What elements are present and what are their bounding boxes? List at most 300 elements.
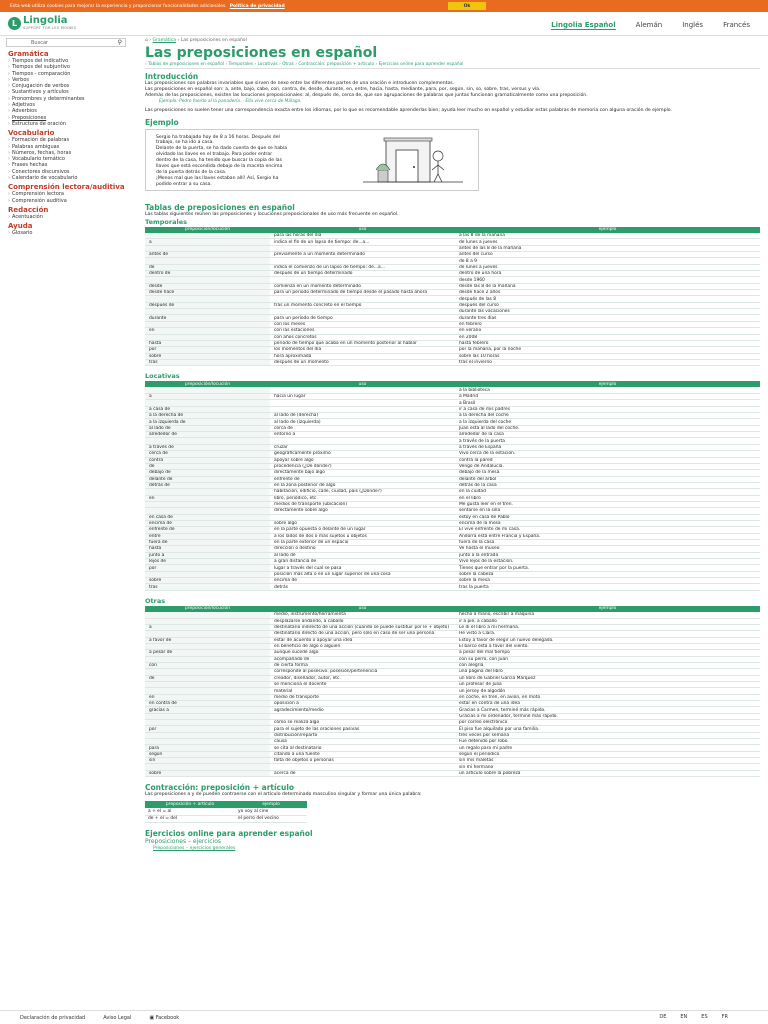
- table-cell: en contra de: [145, 701, 270, 707]
- lang-es[interactable]: ES: [701, 1014, 708, 1020]
- contraccion-table: [145, 801, 307, 823]
- footer-legal-link[interactable]: Aviso Legal: [103, 1014, 132, 1021]
- table-cell: directamente sobre algo: [270, 508, 455, 514]
- table-cell: El piso fue alquilado por una familia.: [455, 726, 760, 732]
- table-cell: en verano: [455, 328, 760, 334]
- table-header: preposición/locución: [145, 606, 270, 612]
- table-cell: después de un momento: [270, 359, 455, 365]
- table-cell: Vengo de Andalucía.: [455, 463, 760, 469]
- table-cell: ir a pie, a caballo: [455, 618, 760, 624]
- facebook-icon[interactable]: ▣ Facebook: [149, 1014, 180, 1021]
- table-cell: junto a: [145, 552, 270, 558]
- intro-p4: Las preposiciones no suelen tener una correspondencia exacta entre los idiomas, por lo que es recomendable aprenderlas bien; ayuda leer mucho en español y estudiar estas palabras de memoria con alguna oración de ejemplo.: [145, 107, 672, 113]
- table-cell: habitación, edificio, calle, ciudad, país (¿Dónde?): [270, 489, 455, 495]
- table-cell: desde 1960: [455, 277, 760, 283]
- ejercicios-link[interactable]: Preposiciones – ejercicios generales: [153, 845, 236, 851]
- table-cell: sobre la cabeza: [455, 571, 760, 577]
- table-cell: apoyar sobre algo: [270, 457, 455, 463]
- table-cell: al lado de (izquierda): [270, 419, 455, 425]
- table-cell: encima de la mesa: [455, 520, 760, 526]
- table-cell: yo voy al cine: [235, 808, 307, 815]
- table-cell: enfrente de: [145, 527, 270, 533]
- page-title: Las preposiciones en español: [145, 45, 378, 61]
- sidebar-item[interactable]: › Pronombres y determinantes: [0, 96, 132, 102]
- table-cell: en: [145, 495, 270, 501]
- table-cell: Tienes que entrar por la puerta.: [455, 565, 760, 571]
- table-cell: detrás: [270, 584, 455, 590]
- table-cell: a las 8 de la mañana: [455, 233, 760, 239]
- table-cell: según el periódico: [455, 751, 760, 757]
- table-cell: Andorra está entre Francia y España.: [455, 533, 760, 539]
- table-cell: en 2008: [455, 334, 760, 340]
- cookie-banner: [0, 0, 768, 12]
- table-cell: a casa de: [145, 406, 270, 412]
- table-header: uso: [270, 227, 455, 233]
- table-cell: destinatario indirecto de una acción (cuando se puede sustituir por le + objeto): [270, 624, 455, 630]
- table-cell: cruzar: [270, 444, 455, 450]
- site-header: [0, 12, 768, 36]
- table-cell: a la izquierda de: [145, 419, 270, 425]
- table-cell: para un periodo de tiempo: [270, 315, 455, 321]
- table-cell: medios de transporte (ubicación): [270, 501, 455, 507]
- table-cell: entre: [145, 533, 270, 539]
- table-cell: cerca de: [145, 451, 270, 457]
- table-cell: material: [270, 688, 455, 694]
- table-cell: citando a una fuente: [270, 751, 455, 757]
- sidebar: [0, 38, 132, 237]
- table-cell: antes de: [145, 252, 270, 258]
- table-cell: tras: [145, 584, 270, 590]
- table-cell: El vive enfrente de mi casa.: [455, 527, 760, 533]
- tables-intro: Las tablas siguientes reúnen las preposiciones y locuciones preposicionales de uso más frecuente en español.: [145, 211, 399, 217]
- table-cell: en la parte opuesta o delante de un lugar: [270, 527, 455, 533]
- table-cell: con las estaciones: [270, 328, 455, 334]
- table-cell: antes del curso: [455, 252, 760, 258]
- table-cell: indica el fin de un lapso de tiempo: de...a...: [270, 239, 455, 245]
- table-cell: cómo se realiza algo: [270, 720, 455, 726]
- table-cell: de: [145, 264, 270, 270]
- footer: [0, 1010, 768, 1024]
- sidebar-item[interactable]: › Frases hechas: [0, 162, 132, 168]
- table-cell: desplazarse andando, a caballo: [270, 618, 455, 624]
- table-cell: comienza en un momento determinado: [270, 283, 455, 289]
- table-cell: a: [145, 624, 270, 630]
- footer-privacy-link[interactable]: Declaración de privacidad: [20, 1014, 86, 1021]
- temporales-table: [145, 227, 760, 367]
- table-cell: tras la puerta: [455, 584, 760, 590]
- lang-fr[interactable]: FR: [721, 1014, 728, 1020]
- table-header: ejemplo: [455, 606, 760, 612]
- table-cell: para el sujeto de las oraciones pasivas: [270, 726, 455, 732]
- table-cell: durante: [145, 315, 270, 321]
- table-cell: estar de acuerdo o apoyar una idea: [270, 637, 455, 643]
- sidebar-item[interactable]: › Conjugación de verbos: [0, 83, 132, 89]
- top-nav: [551, 21, 750, 30]
- table-cell: sobre: [145, 353, 270, 359]
- table-cell: tras un momento concreto en el tiempo: [270, 302, 455, 308]
- table-cell: estar en contra de una idea: [455, 701, 760, 707]
- intro-p1: Las preposiciones son palabras invariables que sirven de nexo entre las diferentes partes de una oración e introducen complementos.: [145, 81, 455, 86]
- table-cell: hecho a mano, escribir a máquina: [455, 612, 760, 618]
- table-cell: antes de las 8 de la mañana: [455, 245, 760, 251]
- table-cell: detrás de: [145, 482, 270, 488]
- table-cell: en el libro: [455, 495, 760, 501]
- table-cell: a través de la puerta: [455, 438, 760, 444]
- table-cell: desde: [145, 283, 270, 289]
- lang-de[interactable]: DE: [659, 1014, 667, 1020]
- table-cell: sin: [145, 758, 270, 764]
- example-text: [156, 135, 341, 188]
- example-line: llaves que está escondida debajo de la maceta encima: [156, 164, 283, 170]
- table-cell: destinatario directo de una acción, pero sólo en caso de ser una persona: [270, 631, 455, 637]
- example-line: podido entrar a su casa.: [156, 181, 212, 187]
- table-cell: Vivo lejos de la estación.: [455, 559, 760, 565]
- table-cell: desde las 8 de la mañana: [455, 283, 760, 289]
- example-heading: Ejemplo: [145, 117, 179, 127]
- table-cell: para: [145, 745, 270, 751]
- cookie-text: Esta web utiliza cookies para mejorar la experiencia y proporcionar funcionalidades adicionales.: [10, 3, 227, 9]
- table-cell: a través de: [145, 444, 270, 450]
- table-cell: en beneficio de algo o alguien: [270, 643, 455, 649]
- table-cell: contra: [145, 457, 270, 463]
- table-cell: dirección o destino: [270, 546, 455, 552]
- table-cell: después del curso: [455, 302, 760, 308]
- table-cell: sobre algo: [270, 520, 455, 526]
- table-cell: hacia un lugar: [270, 394, 455, 400]
- table-cell: Ve hasta el museo: [455, 546, 760, 552]
- sidebar-item[interactable]: › Formación de palabras: [0, 137, 132, 143]
- table-cell: en coche, en tren, en avión, en moto: [455, 694, 760, 700]
- table-cell: oposición a: [270, 701, 455, 707]
- table-header: preposición + artículo: [145, 801, 235, 808]
- table-cell: a la derecha del coche: [455, 413, 760, 419]
- table-cell: en: [145, 328, 270, 334]
- table-cell: sin mi hermano: [455, 764, 760, 770]
- sidebar-item[interactable]: › Glosario: [0, 230, 132, 236]
- table-cell: Fue detenido por robo.: [455, 739, 760, 745]
- language-switcher: [659, 1014, 728, 1020]
- table-cell: se cita al destinatario: [270, 745, 455, 751]
- table-cell: después de un tiempo determinado: [270, 271, 455, 277]
- table-cell: en la zona posterior de algo: [270, 482, 455, 488]
- example-box: [145, 129, 479, 191]
- table-cell: sobre: [145, 578, 270, 584]
- table-cell: el perro del vecino: [235, 815, 307, 822]
- otras-heading: Otras: [145, 596, 166, 605]
- table-cell: hasta: [145, 340, 270, 346]
- table-cell: con los meses: [270, 321, 455, 327]
- table-cell: detrás de la casa: [455, 482, 760, 488]
- table-cell: con alegría: [455, 662, 760, 668]
- table-cell: a Madrid: [455, 394, 760, 400]
- search-icon[interactable]: ⚲: [117, 39, 122, 46]
- table-cell: distribución/reparto: [270, 732, 455, 738]
- table-cell: a: [145, 239, 270, 245]
- sidebar-item[interactable]: › Estructura de oración: [0, 121, 132, 127]
- sidebar-item[interactable]: › Sustantivos y artículos: [0, 89, 132, 95]
- breadcrumb-page: Las preposiciones en español: [180, 38, 247, 43]
- table-cell: indica el comienzo de un lapso de tiempo: de...a...: [270, 264, 455, 270]
- table-row: [145, 808, 307, 815]
- table-cell: directamente bajo algo: [270, 470, 455, 476]
- table-cell: periodo de tiempo que acaba en un momento posterior al hablar: [270, 340, 455, 346]
- locativas-heading: Locativas: [145, 372, 180, 381]
- table-cell: después de las 8: [455, 296, 760, 302]
- table-cell: sin mis maletas: [455, 758, 760, 764]
- table-cell: un artículo sobre la pobreza: [455, 770, 760, 776]
- nav-aleman[interactable]: Alemán: [635, 21, 663, 29]
- table-cell: para un periodo determinado de tiempo desde el pasado hasta ahora: [270, 290, 455, 296]
- table-cell: a pesar de: [145, 650, 270, 656]
- table-cell: un regalo para mi padre: [455, 745, 760, 751]
- table-cell: de lunes a jueves: [455, 264, 760, 270]
- table-cell: de cierta forma: [270, 662, 455, 668]
- table-cell: hasta: [145, 546, 270, 552]
- temporales-heading: Temporales: [145, 217, 187, 226]
- table-cell: dentro de: [145, 271, 270, 277]
- intro-example: Ejemplo: Pedro fue/do al la panadería. · Ella vive cerca de Málaga.: [159, 99, 302, 104]
- table-cell: a favor de: [145, 637, 270, 643]
- table-cell: procedencia (¿De dónde?): [270, 463, 455, 469]
- table-cell: Gracias a mi ordenador, terminé más rápido.: [455, 713, 760, 719]
- table-cell: los momentos del día: [270, 347, 455, 353]
- table-cell: lugar a través del cual se pasa: [270, 565, 455, 571]
- sidebar-item[interactable]: › Tiempos del subjuntivo: [0, 64, 132, 70]
- breadcrumb-section[interactable]: Gramática: [152, 38, 177, 43]
- locativas-table: [145, 381, 760, 591]
- table-cell: un jersey de algodón: [455, 688, 760, 694]
- table-cell: estoy en casa de Pablo: [455, 514, 760, 520]
- table-cell: al lado de: [145, 425, 270, 431]
- table-cell: hasta febrero: [455, 340, 760, 346]
- table-header: preposición/locución: [145, 227, 270, 233]
- table-cell: tras el invierno: [455, 359, 760, 365]
- table-cell: a: [145, 394, 270, 400]
- table-row: [145, 359, 760, 365]
- sidebar-item[interactable]: › Acentuación: [0, 214, 132, 220]
- table-cell: por: [145, 565, 270, 571]
- table-cell: por correo electrónico: [455, 720, 760, 726]
- table-cell: geográficamente próximo: [270, 451, 455, 457]
- example-line: de la puerta detrás de la casa.: [156, 169, 227, 175]
- tables-heading: Tablas de preposiciones en español: [145, 202, 295, 212]
- table-cell: cerca de: [270, 425, 455, 431]
- example-line: ¡Menos mal que las llaves estaban allí! Así, Sergio ha: [156, 175, 279, 181]
- table-cell: sobre las 10 horas: [455, 353, 760, 359]
- table-cell: en casa de: [145, 514, 270, 520]
- lang-en[interactable]: EN: [680, 1014, 688, 1020]
- table-cell: durante las vacaciones: [455, 309, 760, 315]
- table-cell: por la mañana, por la noche: [455, 347, 760, 353]
- house-illustration: [358, 134, 468, 186]
- sidebar-item[interactable]: › Vocabulario temático: [0, 156, 132, 162]
- table-cell: He visto a Clara.: [455, 631, 760, 637]
- table-cell: medio, instrumento/herramienta: [270, 612, 455, 618]
- table-cell: sobre: [145, 770, 270, 776]
- table-cell: con: [145, 662, 270, 668]
- sidebar-heading[interactable]: Redacción: [8, 205, 49, 214]
- table-cell: corresponde al posesivo: posesión/pertenencia: [270, 669, 455, 675]
- nav-frances[interactable]: Francés: [723, 21, 750, 29]
- table-cell: por: [145, 347, 270, 353]
- table-header: ejemplo: [455, 381, 760, 387]
- table-cell: se menciona el docente: [270, 682, 455, 688]
- table-cell: con su perro, con Juan: [455, 656, 760, 662]
- table-cell: de + el = del: [145, 815, 235, 822]
- table-cell: previamente a un momento determinado: [270, 252, 455, 258]
- table-cell: en la parte exterior de un espacio: [270, 539, 455, 545]
- table-cell: de: [145, 675, 270, 681]
- example-line: dentro de la casa, ha tenido que buscar la copia de las: [156, 158, 282, 164]
- search-input[interactable]: [6, 38, 126, 47]
- table-row: [145, 815, 307, 822]
- sidebar-item[interactable]: › Comprensión auditiva: [0, 198, 132, 204]
- table-cell: a + el = al: [145, 808, 235, 815]
- table-cell: en febrero: [455, 321, 760, 327]
- sidebar-heading[interactable]: Ayuda: [8, 222, 33, 231]
- table-cell: encima de: [145, 520, 270, 526]
- example-line: Delante de la puerta, se ha dado cuenta de que se había: [156, 146, 288, 152]
- table-header: uso: [270, 606, 455, 612]
- table-cell: después de: [145, 302, 270, 308]
- table-cell: desde hace 2 años: [455, 290, 760, 296]
- table-cell: hora aproximada: [270, 353, 455, 359]
- table-cell: alrededor de: [145, 432, 270, 438]
- sidebar-item[interactable]: › Tiempos del indicativo: [0, 58, 132, 64]
- table-cell: en la ciudad: [455, 489, 760, 495]
- table-cell: delante de: [145, 476, 270, 482]
- breadcrumb: ⌂ › Gramática › Las preposiciones en español: [145, 38, 247, 43]
- table-cell: a gran distancia de: [270, 559, 455, 565]
- table-cell: acompañado de: [270, 656, 455, 662]
- table-cell: lejos de: [145, 559, 270, 565]
- table-cell: al lado de: [270, 552, 455, 558]
- home-icon[interactable]: ⌂: [145, 38, 148, 43]
- table-cell: fuera de la casa: [455, 539, 760, 545]
- table-cell: Juan está al lado del coche.: [455, 425, 760, 431]
- table-cell: en: [145, 694, 270, 700]
- privacy-policy-link[interactable]: Política de privacidad: [229, 3, 285, 9]
- anchor-links[interactable]: › Tablas de preposiciones en español › Temporales › Locativas › Otras › Contracción: preposición + artículo › Ejercicios online para aprender español: [145, 61, 760, 69]
- table-cell: libro, periódico, etc.: [270, 495, 455, 501]
- table-cell: causa: [270, 739, 455, 745]
- nav-ingles[interactable]: Inglés: [682, 21, 704, 29]
- logo-tagline: SUPPORT FOR LES MOINES: [23, 26, 77, 30]
- table-cell: para las horas del día: [270, 233, 455, 239]
- table-cell: desde hace: [145, 290, 270, 296]
- logo-icon: L: [8, 17, 21, 30]
- table-cell: Me gusta leer en el tren.: [455, 501, 760, 507]
- table-cell: Vivo cerca de la estación.: [455, 451, 760, 457]
- table-cell: Le di el libro a mi hermana.: [455, 624, 760, 630]
- table-cell: encima de: [270, 578, 455, 584]
- table-cell: dentro de una hora: [455, 271, 760, 277]
- table-cell: fuera de: [145, 539, 270, 545]
- sidebar-heading[interactable]: Gramática: [8, 50, 49, 58]
- table-cell: a pesar del mal tiempo: [455, 650, 760, 656]
- table-cell: entorno a: [270, 432, 455, 438]
- table-header: uso: [270, 381, 455, 387]
- sidebar-item[interactable]: › Palabras ambiguas: [0, 144, 132, 150]
- ejercicios-heading: Ejercicios online para aprender español: [145, 828, 313, 838]
- sidebar-item[interactable]: › Comprensión lectora: [0, 191, 132, 197]
- table-cell: al lado de (derecha): [270, 413, 455, 419]
- sidebar-item[interactable]: › Calendario de vocabulario: [0, 175, 132, 181]
- cookie-ok-button[interactable]: Ok: [448, 2, 486, 10]
- table-cell: Estoy a favor de elegir un nuevo delegado.: [455, 637, 760, 643]
- table-cell: ir a casa de mis padres: [455, 406, 760, 412]
- table-cell: a la derecha de: [145, 413, 270, 419]
- sidebar-item[interactable]: › Números, fechas, horas: [0, 150, 132, 156]
- table-cell: junto a la entrada: [455, 552, 760, 558]
- example-line: Sergio ha trabajado hoy de 8 a 16 horas. Después del: [156, 134, 280, 140]
- table-cell: sobre la mesa: [455, 578, 760, 584]
- table-cell: a la izquierda del coche: [455, 419, 760, 425]
- table-cell: agradecimiento/medio: [270, 707, 455, 713]
- contraccion-heading: Contracción: preposición + artículo: [145, 783, 295, 793]
- example-line: trabajo, se ha ido a casa.: [156, 140, 214, 146]
- table-cell: una página del libro: [455, 669, 760, 675]
- table-cell: de: [145, 463, 270, 469]
- table-cell: contra la pared: [455, 457, 760, 463]
- logo-name: Lingolia: [23, 15, 68, 26]
- table-cell: por: [145, 726, 270, 732]
- table-cell: aunque sucede algo: [270, 650, 455, 656]
- otras-table: [145, 606, 760, 777]
- table-row: [145, 584, 760, 590]
- logo[interactable]: [8, 16, 76, 30]
- table-cell: El barco está a favor del viento.: [455, 643, 760, 649]
- table-cell: durante tres días: [455, 315, 760, 321]
- table-cell: falta de objetos o personas: [270, 758, 455, 764]
- table-cell: enfrente de: [270, 476, 455, 482]
- table-cell: a través de España: [455, 444, 760, 450]
- sidebar-item[interactable]: › Adjetivos: [0, 102, 132, 108]
- table-cell: a los lados de dos o más sujetos u objetos: [270, 533, 455, 539]
- table-header: preposición/locución: [145, 381, 270, 387]
- example-line: olvidado las llaves en el trabajo. Para poder entrar: [156, 152, 273, 158]
- table-cell: acerca de: [270, 770, 455, 776]
- intro-p3: Además de las preposiciones, existen las locuciones preposicionales: al, después de, cerca de, que son agrupaciones de palabras que juntas funcionan gramaticalmente como una preposición.: [145, 93, 588, 98]
- sidebar-item[interactable]: › Conectores discursivos: [0, 169, 132, 175]
- table-cell: creador, diseñador, autor, etc.: [270, 675, 455, 681]
- table-cell: medio de transporte: [270, 694, 455, 700]
- table-row: [145, 770, 760, 776]
- table-cell: tras: [145, 359, 270, 365]
- sidebar-item[interactable]: › Preposiciones: [0, 115, 132, 121]
- table-cell: posición más alta o en un lugar superior de una cosa: [270, 571, 455, 577]
- sidebar-heading[interactable]: Vocabulario: [8, 129, 55, 138]
- sidebar-item[interactable]: › Verbos: [0, 77, 132, 83]
- sidebar-item[interactable]: › Tiempos - comparación: [0, 71, 132, 77]
- table-cell: Gracias a Carmen, terminé más rápido.: [455, 707, 760, 713]
- table-cell: de 8 a 9: [455, 258, 760, 264]
- table-cell: gracias a: [145, 707, 270, 713]
- table-cell: a la biblioteca: [455, 387, 760, 393]
- table-cell: a Brasil: [455, 400, 760, 406]
- contraccion-text: Las preposiciones a y de pueden contraerse con el artículo determinado masculino singular y formar una única palabra:: [145, 792, 422, 798]
- table-cell: debajo de la mesa: [455, 470, 760, 476]
- intro-heading: Introducción: [145, 72, 199, 81]
- table-cell: un profesor de Julia: [455, 682, 760, 688]
- search-placeholder: Buscar: [31, 39, 49, 46]
- table-header: ejemplo: [455, 227, 760, 233]
- sidebar-heading[interactable]: Comprensión lectora/auditiva: [8, 183, 125, 192]
- sidebar-item[interactable]: › Adverbios: [0, 108, 132, 114]
- table-cell: tres veces por semana: [455, 732, 760, 738]
- nav-lingolia-espanol[interactable]: Lingolia Español: [551, 21, 616, 29]
- table-cell: según: [145, 751, 270, 757]
